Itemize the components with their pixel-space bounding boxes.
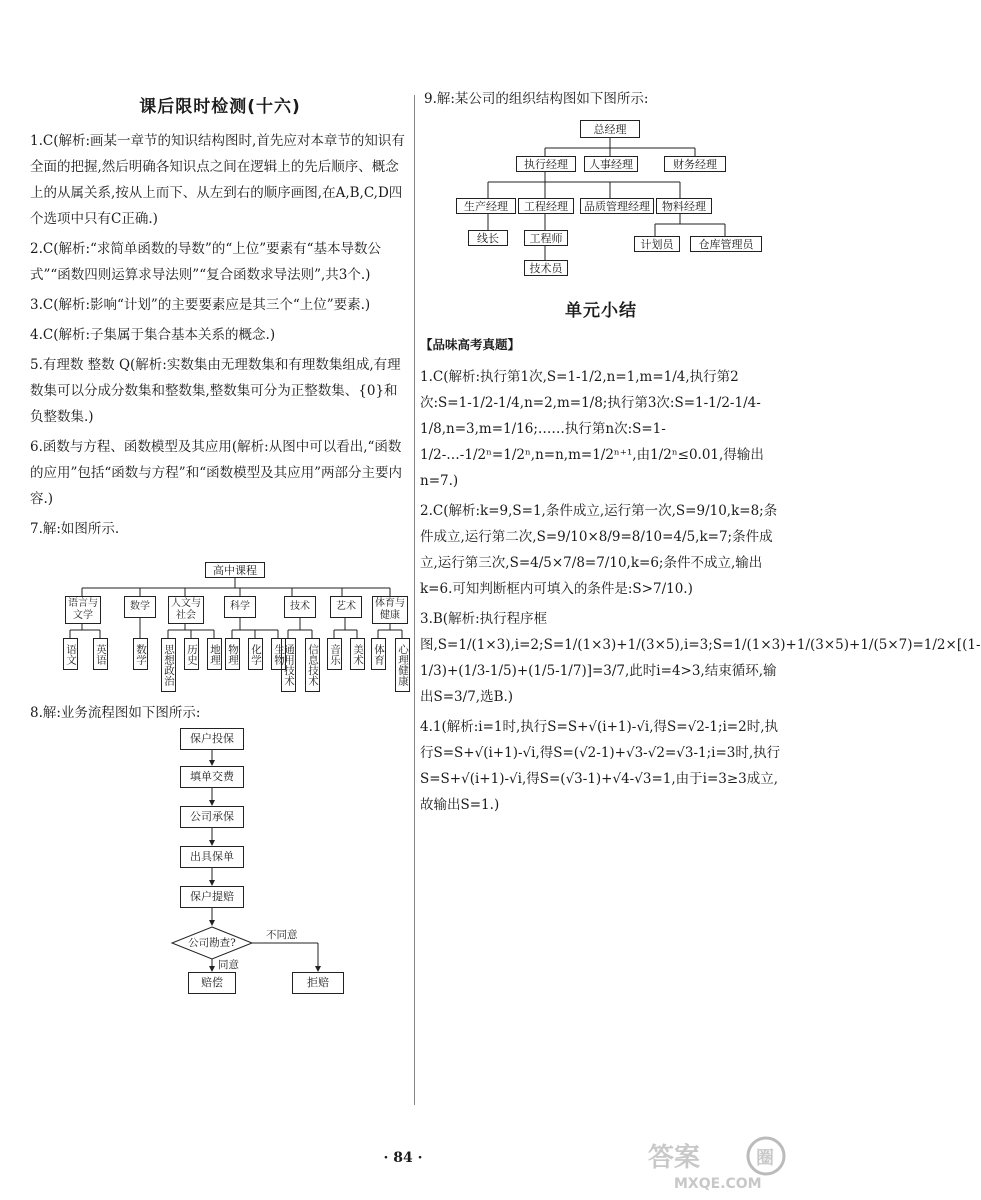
svg-text:圈: 圈 — [756, 1148, 774, 1169]
unit-answer-2: 2.C(解析:k=9,S=1,条件成立,运行第一次,S=9/10,k=8;条件成立,运行第二次,S=9/10×8/9=8/10=4/5,k=7;条件成立,运行第三次,S=4/5×7/8=7/10,k=6;条件不成立,输出k=6.可知判断框内可填入的条件是:S>7/10.) — [420, 503, 778, 597]
tree-leaf-3: 数学 — [133, 638, 148, 670]
unit-answer-3: 3.B(解析:执行程序框图,S=1/(1×3),i=2;S=1/(1×3)+1/(3×5),i=3;S=1/(1×3)+1/(3×5)+1/(5×7)=1/2×[(1-1/3)+(1/3-1/5)+(1/5-1/7)]=3/7,此时i=4>3,结束循环,输出S=3/7,选B.) — [420, 611, 981, 705]
org-root: 总经理 — [580, 120, 640, 138]
course-tree-lines — [60, 558, 410, 698]
tree-leaf-14: 体育 — [371, 638, 386, 670]
right-column — [420, 296, 981, 822]
tree-group-1: 语言与文学 — [65, 596, 101, 624]
tree-leaf-8: 化学 — [248, 638, 263, 670]
answer-6: 6.函数与方程、函数模型及其应用(解析:从图中可以看出,“函数的应用”包括“函数与方程”和“函数模型及其应用”两部分主要内容.) — [30, 439, 403, 507]
tree-leaf-11: 信息技术 — [305, 638, 320, 692]
tree-group-6: 艺术 — [330, 596, 362, 618]
flow-step-5: 保户提赔 — [180, 886, 244, 908]
tree-leaf-13: 美术 — [350, 638, 365, 670]
tree-group-7: 体育与健康 — [372, 596, 408, 624]
org-l3-1: 生产经理 — [456, 198, 516, 214]
tree-leaf-4: 思想政治 — [161, 638, 176, 692]
flow-step-3: 公司承保 — [180, 806, 244, 828]
flow-step-1: 保户投保 — [180, 728, 244, 750]
page-number: · 84 · — [383, 1150, 423, 1166]
business-flowchart — [160, 728, 390, 998]
tree-leaf-7: 物理 — [225, 638, 240, 670]
org-chart-diagram — [450, 112, 780, 287]
flow-decision: 公司勘查? — [188, 937, 236, 949]
org-l2-2: 人事经理 — [584, 156, 638, 172]
answer-9: 9.解:某公司的组织结构图如下图所示: — [424, 91, 649, 107]
course-tree-diagram — [60, 558, 410, 698]
org-engineer: 工程师 — [524, 230, 568, 246]
answer-3: 3.C(解析:影响“计划”的主要要素应是其三个“上位”要素.) — [30, 297, 371, 313]
section-title-right: 单元小结 — [565, 301, 637, 321]
section-title-left: 课后限时检测(十六) — [139, 97, 301, 117]
flow-yes-label: 同意 — [218, 959, 239, 971]
svg-text:答案: 答案 — [648, 1143, 701, 1173]
org-l3-2: 工程经理 — [518, 198, 574, 214]
tree-leaf-12: 音乐 — [327, 638, 342, 670]
tree-leaf-5: 历史 — [184, 638, 199, 670]
flow-refuse: 拒赔 — [292, 972, 344, 994]
answer-8-line — [30, 700, 410, 730]
answer-1: 1.C(解析:画某一章节的知识结构图时,首先应对本章节的知识有全面的把握,然后明确各知识点之间在逻辑上的先后顺序、概念上的从属关系,按从上而下、从左到右的顺序画图,在A,B,C,D四个选项中只有C正确.) — [30, 133, 405, 227]
flow-pay: 赔偿 — [188, 972, 236, 994]
tree-group-5: 技术 — [284, 596, 316, 618]
flow-no-label: 不同意 — [266, 929, 298, 941]
tree-group-3: 人文与社会 — [168, 596, 204, 624]
watermark-logo — [644, 1134, 794, 1192]
tree-leaf-2: 英语 — [93, 638, 108, 670]
org-l2-1: 执行经理 — [516, 156, 576, 172]
org-line-leader: 线长 — [468, 230, 508, 246]
answer-2: 2.C(解析:“求简单函数的导数”的“上位”要素有“基本导数公式”“函数四则运算求导法则”“复合函数求导法则”,共3个.) — [30, 241, 382, 283]
tree-group-2: 数学 — [124, 596, 156, 618]
org-l3-4: 物料经理 — [656, 198, 712, 214]
flow-step-4: 出具保单 — [180, 846, 244, 868]
watermark-logo-icon — [644, 1134, 794, 1192]
answer-8: 8.解:业务流程图如下图所示: — [30, 705, 201, 721]
unit-answer-4: 4.1(解析:i=1时,执行S=S+√(i+1)-√i,得S=√2-1;i=2时,执行S=S+√(i+1)-√i,得S=(√2-1)+√3-√2=√3-1;i=3时,执行S=S+√(i+1)-√i,得S=(√3-1)+√4-√3=1,由于i=3≥3成立,故输出S=1.) — [420, 719, 781, 813]
section-tag: 【品味高考真题】 — [420, 337, 521, 352]
flow-step-2: 填单交费 — [180, 766, 244, 788]
org-warehouse: 仓库管理员 — [690, 236, 762, 252]
org-technician: 技术员 — [524, 260, 568, 276]
answer-5: 5.有理数 整数 Q(解析:实数集由无理数集和有理数集组成,有理数集可以分成分数集和整数集,整数集可分为正整数集、{0}和负整数集.) — [30, 357, 401, 425]
tree-leaf-9: 生物 — [271, 638, 286, 670]
unit-answer-1: 1.C(解析:执行第1次,S=1-1/2,n=1,m=1/4,执行第2次:S=1-1/2-1/4,n=2,m=1/8;执行第3次:S=1-1/2-1/4-1/8,n=3,m=1/16;……执行第n次:S=1-1/2-…-1/2ⁿ=1/2ⁿ,n=n,m=1/2ⁿ⁺¹,由1/2ⁿ≤0.01,得输出n=7.) — [420, 369, 764, 489]
tree-group-4: 科学 — [224, 596, 256, 618]
left-column — [30, 92, 410, 546]
tree-leaf-1: 语文 — [63, 638, 78, 670]
org-planner: 计划员 — [634, 236, 680, 252]
answer-4: 4.C(解析:子集属于集合基本关系的概念.) — [30, 327, 276, 343]
tree-leaf-6: 地理 — [207, 638, 222, 670]
svg-text:MXQE.COM: MXQE.COM — [674, 1176, 762, 1192]
answer-7: 7.解:如图所示. — [30, 521, 120, 537]
column-divider — [414, 95, 415, 1105]
org-l2-3: 财务经理 — [664, 156, 726, 172]
org-l3-3: 品质管理经理 — [580, 198, 654, 214]
tree-root: 高中课程 — [205, 562, 265, 578]
tree-leaf-15: 心理健康 — [395, 638, 410, 692]
tree-leaf-10: 通用技术 — [281, 638, 296, 692]
